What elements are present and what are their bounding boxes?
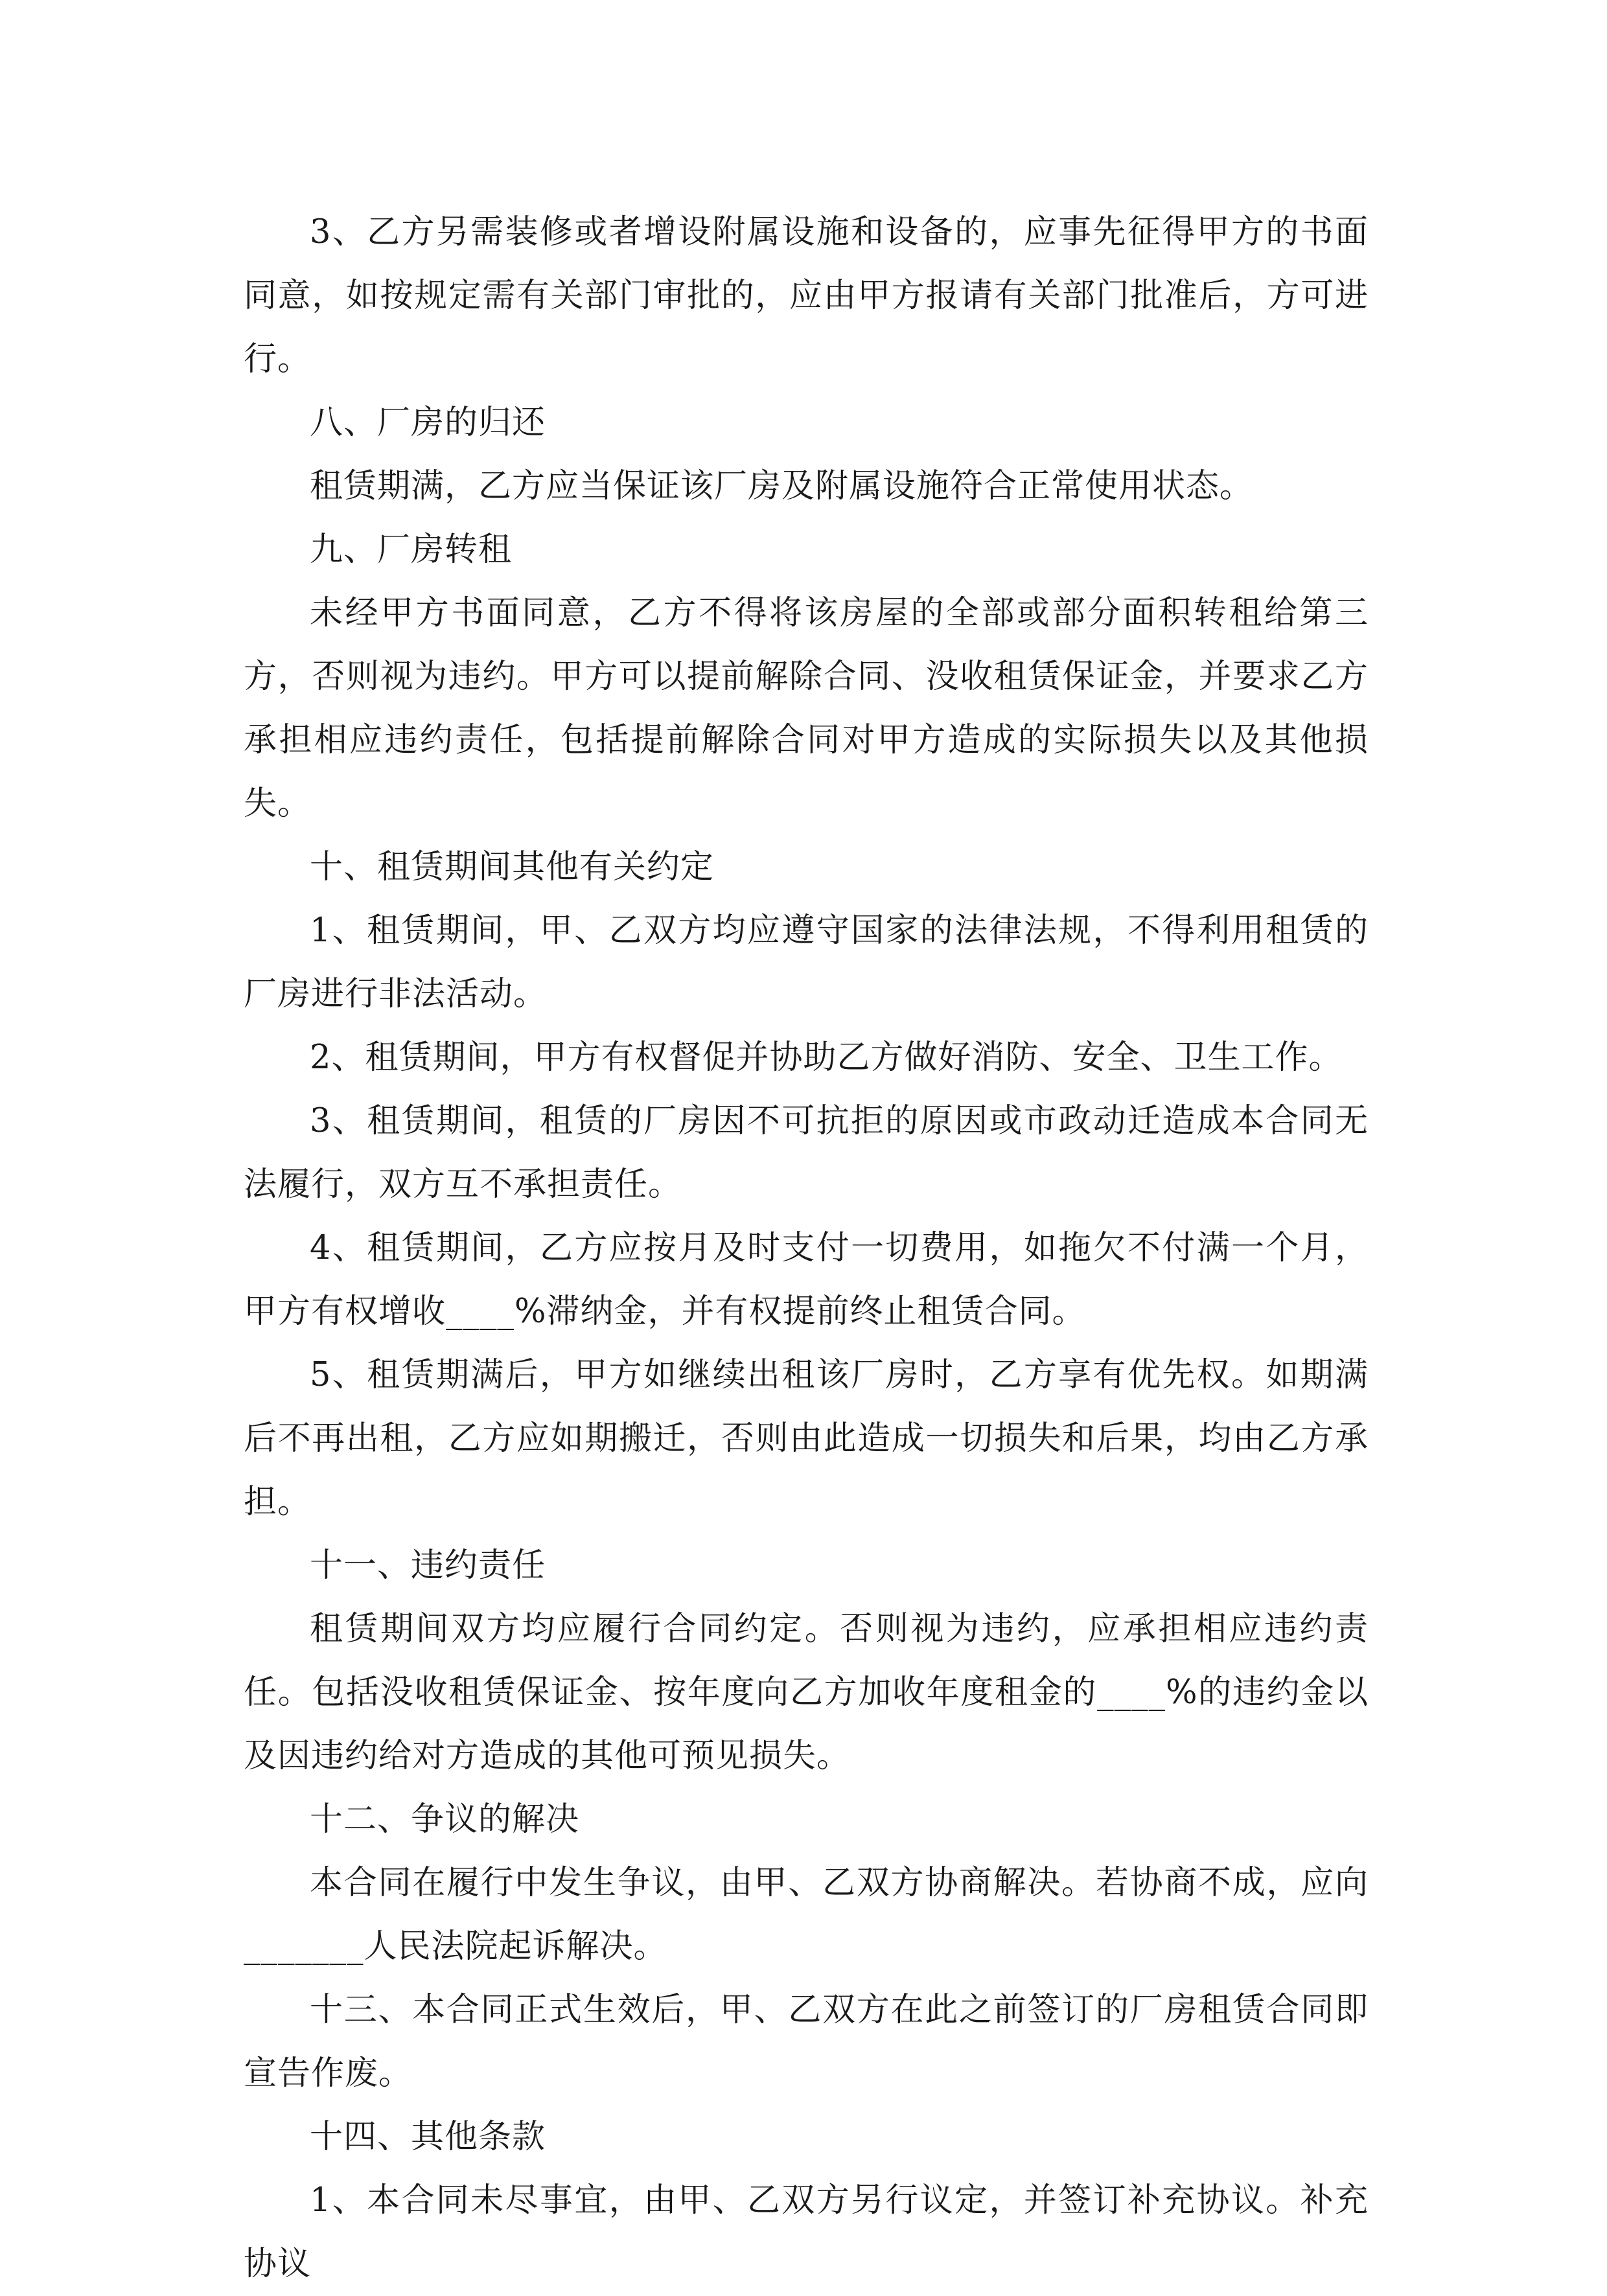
section-13-paragraph: 十三、本合同正式生效后，甲、乙双方在此之前签订的厂房租赁合同即宣告作废。	[244, 1991, 1369, 2093]
section-8-heading: 八、厂房的归还	[310, 404, 546, 442]
section-9-paragraph: 未经甲方书面同意，乙方不得将该房屋的全部或部分面积转租给第三方，否则视为违约。甲方可以提前解除合同、没收租赁保证金，并要求乙方承担相应违约责任，包括提前解除合同对甲方造成的实际损失以及其他损失。	[244, 594, 1369, 823]
contract-text-body	[244, 201, 1369, 2296]
clause-7-3-paragraph: 3、乙方另需装修或者增设附属设施和设备的，应事先征得甲方的书面同意，如按规定需有关部门审批的，应由甲方报请有关部门批准后，方可进行。	[244, 213, 1369, 378]
section-8-paragraph: 租赁期满，乙方应当保证该厂房及附属设施符合正常使用状态。	[310, 467, 1254, 505]
section-14-heading: 十四、其他条款	[310, 2118, 546, 2156]
section-12-heading: 十二、争议的解决	[310, 1800, 580, 1839]
section-11-heading: 十一、违约责任	[310, 1546, 546, 1585]
clause-14-1-paragraph: 1、本合同未尽事宜，由甲、乙双方另行议定，并签订补充协议。补充协议	[244, 2181, 1369, 2283]
clause-10-1-paragraph: 1、租赁期间，甲、乙双方均应遵守国家的法律法规，不得利用租赁的厂房进行非法活动。	[244, 912, 1369, 1013]
clause-10-2-paragraph: 2、租赁期间，甲方有权督促并协助乙方做好消防、安全、卫生工作。	[310, 1039, 1343, 1077]
section-12-paragraph: 本合同在履行中发生争议，由甲、乙双方协商解决。若协商不成，应向_______人民法院起诉解决。	[244, 1864, 1369, 1966]
clause-10-5-paragraph: 5、租赁期满后，甲方如继续出租该厂房时，乙方享有优先权。如期满后不再出租，乙方应如期搬迁，否则由此造成一切损失和后果，均由乙方承担。	[244, 1356, 1369, 1521]
clause-10-4-paragraph: 4、租赁期间，乙方应按月及时支付一切费用，如拖欠不付满一个月，甲方有权增收____%滞纳金，并有权提前终止租赁合同。	[244, 1229, 1369, 1331]
section-9-heading: 九、厂房转租	[310, 531, 513, 569]
section-10-heading: 十、租赁期间其他有关约定	[310, 848, 715, 886]
clause-10-3-paragraph: 3、租赁期间，租赁的厂房因不可抗拒的原因或市政动迁造成本合同无法履行，双方互不承担责任。	[244, 1102, 1369, 1204]
section-11-paragraph: 租赁期间双方均应履行合同约定。否则视为违约，应承担相应违约责任。包括没收租赁保证金、按年度向乙方加收年度租金的____%的违约金以及因违约给对方造成的其他可预见损失。	[244, 1610, 1369, 1775]
